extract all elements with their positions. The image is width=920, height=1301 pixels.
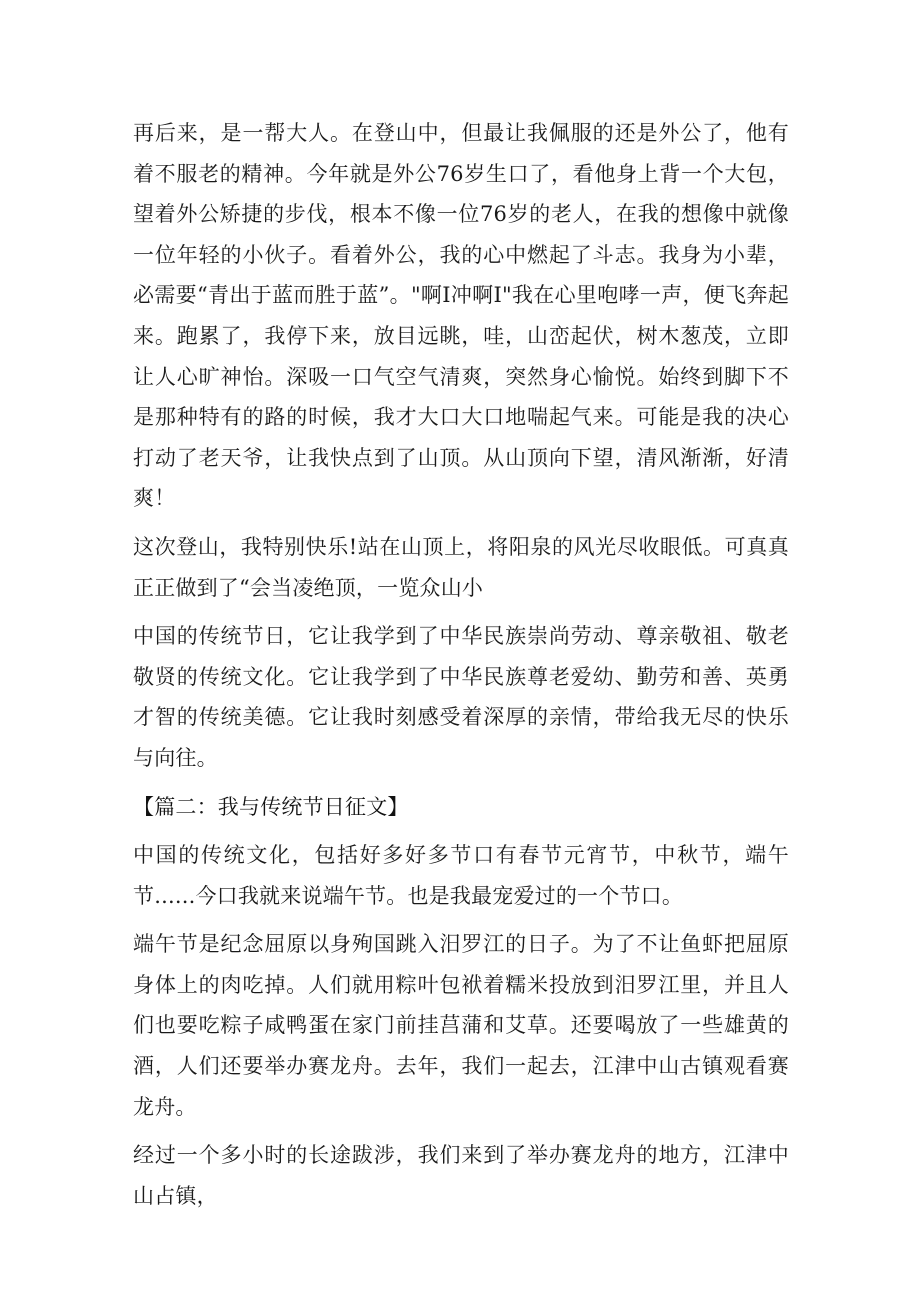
document-body xyxy=(133,113,789,1224)
paragraph-festivals: 中国的传统文化，包括好多好多节口有春节元宵节，中秋节，端午节......今口我就来说端午节。也是我最宠爱过的一个节口。 xyxy=(133,843,789,908)
paragraph-duanwu: 端午节是纪念屈原以身殉国跳入汨罗江的日子。为了不让鱼虾把屈原身体上的肉吃掉。人们就用粽叶包袱着糯米投放到汨罗江里，并且人们也要吃粽子咸鸭蛋在家门前挂莒蒲和艾草。还要喝放了一些雄黄的酒，人们还要举办赛龙舟。去年，我们一起去，江津中山古镇观看赛龙舟。 xyxy=(133,932,789,1119)
paragraph-journey: 经过一个多小时的长途跋涉，我们来到了举办赛龙舟的地方，江津中山占镇， xyxy=(133,1143,789,1208)
section-heading: 【篇二：我与传统节日征文】 xyxy=(133,794,409,819)
paragraph-tradition: 中国的传统节日，它让我学到了中华民族崇尚劳动、尊亲敬祖、敬老敬贤的传统文化。它让我学到了中华民族尊老爱幼、勤劳和善、英勇才智的传统美德。它让我时刻感受着深厚的亲情，带给我无尽的快乐与向往。 xyxy=(133,624,789,770)
paragraph-climbing: 再后来，是一帮大人。在登山中，但最让我佩服的还是外公了，他有着不服老的精神。今年就是外公76岁生口了，看他身上背一个大包，望着外公矫捷的步伐，根本不像一位76岁的老人，在我的想像中就像一位年轻的小伙子。看着外公，我的心中燃起了斗志。我身为小辈，必需要“青出于蓝而胜于蓝”。"啊I冲啊I"我在心里咆哮一声，便飞奔起来。跑累了，我停下来，放目远眺，哇，山峦起伏，树木葱茂，立即让人心旷神怡。深吸一口气空气清爽，突然身心愉悦。始终到脚下不是那种特有的路的时候，我才大口大口地喘起气来。可能是我的决心打动了老天爷，让我快点到了山顶。从山顶向下望，清风渐渐，好清爽！ xyxy=(133,121,789,511)
paragraph-summit: 这次登山，我特别快乐!站在山顶上，将阳泉的风光尽收眼低。可真真正正做到了“会当凌绝顶，一览众山小 xyxy=(133,534,789,600)
